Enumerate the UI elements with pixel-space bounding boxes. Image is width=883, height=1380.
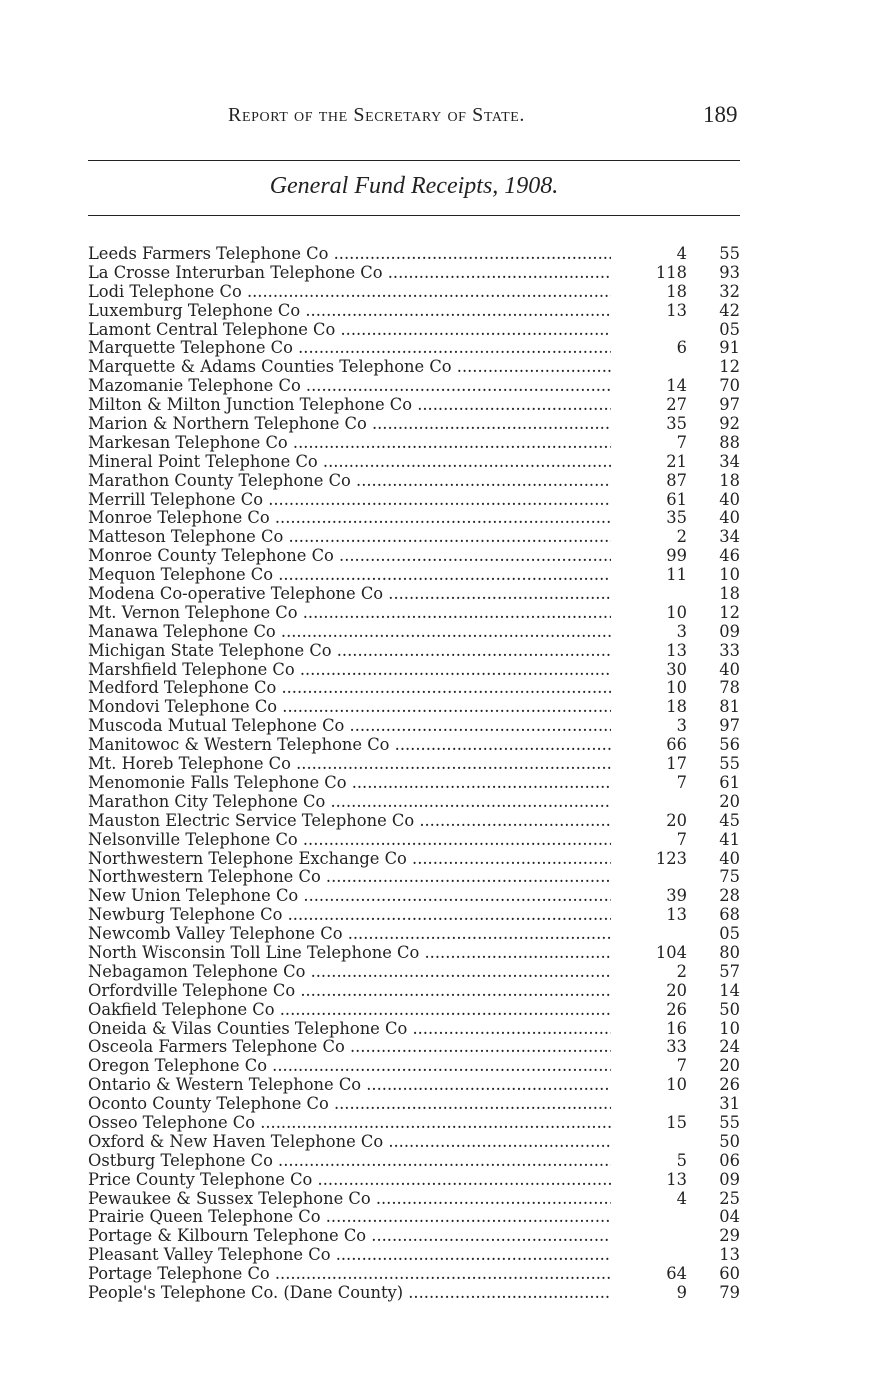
amount-cents: 34 bbox=[719, 451, 740, 471]
amount-dollars: 27 bbox=[666, 395, 687, 415]
table-row bbox=[88, 623, 740, 642]
amount-cents: 40 bbox=[719, 848, 740, 868]
company-name: Mequon Telephone Co ..... bbox=[88, 566, 611, 585]
amount-cents: 06 bbox=[719, 1150, 740, 1170]
company-name: Marathon City Telephone Co ..... bbox=[88, 793, 611, 812]
company-name: Mazomanie Telephone Co ..... bbox=[88, 377, 611, 396]
amount-cents: 41 bbox=[719, 829, 740, 849]
amount-dollars: 4 bbox=[676, 244, 687, 263]
table-row bbox=[88, 1001, 740, 1020]
company-name: Mt. Vernon Telephone Co ..... bbox=[88, 604, 611, 623]
company-name: Lamont Central Telephone Co ..... bbox=[88, 321, 611, 340]
amount-cents: 70 bbox=[719, 376, 740, 396]
company-name: Leeds Farmers Telephone Co ..... bbox=[88, 245, 611, 264]
amount-cents: 09 bbox=[719, 621, 740, 641]
company-name: Milton & Milton Junction Telephone Co ..... bbox=[88, 396, 611, 415]
amount-dollars: 13 bbox=[666, 640, 687, 660]
table-row bbox=[88, 679, 740, 698]
amount-cents: 33 bbox=[719, 640, 740, 660]
company-name: Ostburg Telephone Co ..... bbox=[88, 1152, 611, 1171]
receipts-table bbox=[88, 245, 740, 1303]
amount-dollars: 35 bbox=[666, 414, 687, 434]
company-name: Muscoda Mutual Telephone Co ..... bbox=[88, 717, 611, 736]
amount-cents: 40 bbox=[719, 489, 740, 509]
amount-cents: 88 bbox=[719, 432, 740, 452]
amount-cents: 34 bbox=[719, 527, 740, 547]
company-name: Price County Telephone Co ..... bbox=[88, 1171, 611, 1190]
amount-dollars: 104 bbox=[655, 942, 687, 962]
company-name: Prairie Queen Telephone Co ..... bbox=[88, 1208, 611, 1227]
table-row bbox=[88, 1133, 740, 1152]
company-name: Mineral Point Telephone Co ..... bbox=[88, 453, 611, 472]
table-row bbox=[88, 887, 740, 906]
table-row bbox=[88, 831, 740, 850]
company-name: New Union Telephone Co ..... bbox=[88, 887, 611, 906]
table-row bbox=[88, 1076, 740, 1095]
company-name: Oneida & Vilas Counties Telephone Co ..... bbox=[88, 1020, 611, 1039]
table-row bbox=[88, 396, 740, 415]
amount-dollars: 10 bbox=[666, 678, 687, 698]
amount-cents: 40 bbox=[719, 659, 740, 679]
top-rule bbox=[88, 160, 740, 161]
table-row bbox=[88, 302, 740, 321]
amount-cents: 09 bbox=[719, 1169, 740, 1189]
table-row bbox=[88, 1038, 740, 1057]
amount-dollars: 13 bbox=[666, 905, 687, 925]
title-rule bbox=[88, 215, 740, 216]
table-row bbox=[88, 283, 740, 302]
amount-cents: 42 bbox=[719, 300, 740, 320]
company-name: Manawa Telephone Co ..... bbox=[88, 623, 611, 642]
company-name: Portage & Kilbourn Telephone Co ..... bbox=[88, 1227, 611, 1246]
amount-dollars: 7 bbox=[676, 772, 687, 792]
amount-dollars: 123 bbox=[655, 848, 687, 868]
amount-cents: 25 bbox=[719, 1188, 740, 1208]
amount-dollars: 10 bbox=[666, 1075, 687, 1095]
table-row bbox=[88, 1227, 740, 1246]
table-row bbox=[88, 1190, 740, 1209]
amount-cents: 29 bbox=[719, 1226, 740, 1246]
amount-cents: 10 bbox=[719, 565, 740, 585]
company-name: Oconto County Telephone Co ..... bbox=[88, 1095, 611, 1114]
amount-cents: 12 bbox=[719, 357, 740, 377]
table-row bbox=[88, 434, 740, 453]
table-row bbox=[88, 1171, 740, 1190]
table-row bbox=[88, 377, 740, 396]
table-row bbox=[88, 1152, 740, 1171]
table-row bbox=[88, 321, 740, 340]
amount-dollars: 87 bbox=[666, 470, 687, 490]
amount-cents: 57 bbox=[719, 961, 740, 981]
amount-dollars: 20 bbox=[666, 810, 687, 830]
amount-cents: 32 bbox=[719, 281, 740, 301]
company-name: Matteson Telephone Co ..... bbox=[88, 528, 611, 547]
amount-cents: 45 bbox=[719, 810, 740, 830]
amount-cents: 26 bbox=[719, 1075, 740, 1095]
company-name: Portage Telephone Co ..... bbox=[88, 1265, 611, 1284]
amount-dollars: 99 bbox=[666, 546, 687, 566]
amount-cents: 18 bbox=[719, 584, 740, 604]
table-row bbox=[88, 245, 740, 264]
table-row bbox=[88, 774, 740, 793]
company-name: Northwestern Telephone Exchange Co ..... bbox=[88, 850, 611, 869]
amount-dollars: 66 bbox=[666, 735, 687, 755]
company-name: Ontario & Western Telephone Co ..... bbox=[88, 1076, 611, 1095]
company-name: Osceola Farmers Telephone Co ..... bbox=[88, 1038, 611, 1057]
amount-cents: 24 bbox=[719, 1037, 740, 1057]
company-name: Menomonie Falls Telephone Co ..... bbox=[88, 774, 611, 793]
amount-cents: 14 bbox=[719, 980, 740, 1000]
company-name: Northwestern Telephone Co ..... bbox=[88, 868, 611, 887]
company-name: Mt. Horeb Telephone Co ..... bbox=[88, 755, 611, 774]
company-name: Michigan State Telephone Co ..... bbox=[88, 642, 611, 661]
company-name: Merrill Telephone Co ..... bbox=[88, 491, 611, 510]
amount-cents: 97 bbox=[719, 395, 740, 415]
amount-cents: 20 bbox=[719, 1056, 740, 1076]
table-row bbox=[88, 358, 740, 377]
amount-dollars: 2 bbox=[676, 961, 687, 981]
table-row bbox=[88, 793, 740, 812]
section-title: General Fund Receipts, 1908. bbox=[269, 173, 559, 199]
amount-dollars: 9 bbox=[676, 1282, 687, 1302]
amount-dollars: 5 bbox=[676, 1150, 687, 1170]
company-name: North Wisconsin Toll Line Telephone Co ..... bbox=[88, 944, 611, 963]
company-name: Orfordville Telephone Co ..... bbox=[88, 982, 611, 1001]
amount-dollars: 7 bbox=[676, 432, 687, 452]
company-name: Mauston Electric Service Telephone Co ..... bbox=[88, 812, 611, 831]
amount-dollars: 17 bbox=[666, 754, 687, 774]
table-row bbox=[88, 1057, 740, 1076]
table-row bbox=[88, 1265, 740, 1284]
amount-dollars: 7 bbox=[676, 1056, 687, 1076]
company-name: Pleasant Valley Telephone Co ..... bbox=[88, 1246, 611, 1265]
amount-dollars: 11 bbox=[666, 565, 687, 585]
amount-cents: 60 bbox=[719, 1264, 740, 1284]
amount-cents: 31 bbox=[719, 1094, 740, 1114]
amount-dollars: 14 bbox=[666, 376, 687, 396]
amount-cents: 55 bbox=[719, 754, 740, 774]
company-name: Osseo Telephone Co ..... bbox=[88, 1114, 611, 1133]
amount-dollars: 33 bbox=[666, 1037, 687, 1057]
page-number: 189 bbox=[703, 102, 738, 127]
table-row bbox=[88, 528, 740, 547]
company-name: Pewaukee & Sussex Telephone Co ..... bbox=[88, 1190, 611, 1209]
amount-dollars: 18 bbox=[666, 281, 687, 301]
company-name: Marquette & Adams Counties Telephone Co ..... bbox=[88, 358, 611, 377]
company-name: La Crosse Interurban Telephone Co ..... bbox=[88, 264, 611, 283]
amount-cents: 97 bbox=[719, 716, 740, 736]
amount-cents: 93 bbox=[719, 262, 740, 282]
amount-cents: 75 bbox=[719, 867, 740, 887]
amount-cents: 18 bbox=[719, 470, 740, 490]
company-name: Monroe County Telephone Co ..... bbox=[88, 547, 611, 566]
table-row bbox=[88, 812, 740, 831]
table-row bbox=[88, 755, 740, 774]
table-row bbox=[88, 509, 740, 528]
amount-dollars: 26 bbox=[666, 999, 687, 1019]
amount-cents: 10 bbox=[719, 1018, 740, 1038]
company-name: Mondovi Telephone Co ..... bbox=[88, 698, 611, 717]
table-row bbox=[88, 868, 740, 887]
amount-cents: 46 bbox=[719, 546, 740, 566]
table-row bbox=[88, 717, 740, 736]
company-name: Markesan Telephone Co ..... bbox=[88, 434, 611, 453]
table-row bbox=[88, 944, 740, 963]
amount-dollars: 10 bbox=[666, 602, 687, 622]
amount-cents: 50 bbox=[719, 999, 740, 1019]
table-row bbox=[88, 1095, 740, 1114]
amount-dollars: 64 bbox=[666, 1264, 687, 1284]
amount-cents: 40 bbox=[719, 508, 740, 528]
amount-dollars: 3 bbox=[676, 716, 687, 736]
table-row bbox=[88, 566, 740, 585]
amount-cents: 20 bbox=[719, 791, 740, 811]
amount-cents: 91 bbox=[719, 338, 740, 358]
table-row bbox=[88, 547, 740, 566]
amount-cents: 80 bbox=[719, 942, 740, 962]
company-name: Marshfield Telephone Co ..... bbox=[88, 661, 611, 680]
amount-cents: 81 bbox=[719, 697, 740, 717]
company-name: Oxford & New Haven Telephone Co ..... bbox=[88, 1133, 611, 1152]
amount-cents: 68 bbox=[719, 905, 740, 925]
amount-dollars: 18 bbox=[666, 697, 687, 717]
table-row bbox=[88, 339, 740, 358]
company-name: Medford Telephone Co ..... bbox=[88, 679, 611, 698]
running-head: Report of the Secretary of State. bbox=[228, 104, 525, 126]
amount-dollars: 39 bbox=[666, 886, 687, 906]
amount-cents: 12 bbox=[719, 602, 740, 622]
company-name: Lodi Telephone Co ..... bbox=[88, 283, 611, 302]
table-row bbox=[88, 604, 740, 623]
amount-dollars: 61 bbox=[666, 489, 687, 509]
amount-dollars: 30 bbox=[666, 659, 687, 679]
amount-cents: 56 bbox=[719, 735, 740, 755]
table-row bbox=[88, 661, 740, 680]
table-row bbox=[88, 1246, 740, 1265]
amount-dollars: 35 bbox=[666, 508, 687, 528]
table-row bbox=[88, 1208, 740, 1227]
table-row bbox=[88, 925, 740, 944]
table-row bbox=[88, 491, 740, 510]
amount-dollars: 15 bbox=[666, 1112, 687, 1132]
amount-cents: 05 bbox=[719, 319, 740, 339]
table-row bbox=[88, 453, 740, 472]
amount-cents: 55 bbox=[719, 1112, 740, 1132]
company-name: Newburg Telephone Co ..... bbox=[88, 906, 611, 925]
table-row bbox=[88, 963, 740, 982]
amount-dollars: 21 bbox=[666, 451, 687, 471]
company-name: Nebagamon Telephone Co ..... bbox=[88, 963, 611, 982]
company-name: Marathon County Telephone Co ..... bbox=[88, 472, 611, 491]
table-row bbox=[88, 850, 740, 869]
company-name: Monroe Telephone Co ..... bbox=[88, 509, 611, 528]
table-row bbox=[88, 1020, 740, 1039]
amount-cents: 28 bbox=[719, 886, 740, 906]
table-row bbox=[88, 585, 740, 604]
amount-cents: 04 bbox=[719, 1207, 740, 1227]
amount-dollars: 16 bbox=[666, 1018, 687, 1038]
table-row bbox=[88, 472, 740, 491]
company-name: Marquette Telephone Co ..... bbox=[88, 339, 611, 358]
amount-cents: 55 bbox=[719, 244, 740, 263]
table-row bbox=[88, 264, 740, 283]
amount-dollars: 2 bbox=[676, 527, 687, 547]
amount-cents: 05 bbox=[719, 924, 740, 944]
company-name: Manitowoc & Western Telephone Co ..... bbox=[88, 736, 611, 755]
company-name: Oakfield Telephone Co ..... bbox=[88, 1001, 611, 1020]
amount-cents: 79 bbox=[719, 1282, 740, 1302]
amount-dollars: 13 bbox=[666, 1169, 687, 1189]
company-name: Modena Co-operative Telephone Co ..... bbox=[88, 585, 611, 604]
table-row bbox=[88, 1284, 740, 1303]
company-name: Marion & Northern Telephone Co ..... bbox=[88, 415, 611, 434]
amount-cents: 78 bbox=[719, 678, 740, 698]
amount-dollars: 4 bbox=[676, 1188, 687, 1208]
amount-cents: 13 bbox=[719, 1245, 740, 1265]
table-row bbox=[88, 415, 740, 434]
amount-dollars: 13 bbox=[666, 300, 687, 320]
company-name: Oregon Telephone Co ..... bbox=[88, 1057, 611, 1076]
table-row bbox=[88, 982, 740, 1001]
table-row bbox=[88, 736, 740, 755]
amount-dollars: 7 bbox=[676, 829, 687, 849]
amount-cents: 50 bbox=[719, 1131, 740, 1151]
company-name: Newcomb Valley Telephone Co ..... bbox=[88, 925, 611, 944]
amount-dollars: 3 bbox=[676, 621, 687, 641]
amount-cents: 61 bbox=[719, 772, 740, 792]
amount-dollars: 20 bbox=[666, 980, 687, 1000]
table-row bbox=[88, 1114, 740, 1133]
table-row bbox=[88, 698, 740, 717]
company-name: Nelsonville Telephone Co ..... bbox=[88, 831, 611, 850]
table-row bbox=[88, 642, 740, 661]
amount-dollars: 6 bbox=[676, 338, 687, 358]
amount-cents: 92 bbox=[719, 414, 740, 434]
table-row bbox=[88, 906, 740, 925]
amount-dollars: 118 bbox=[655, 262, 687, 282]
company-name: People's Telephone Co. (Dane County) ..... bbox=[88, 1284, 611, 1303]
company-name: Luxemburg Telephone Co ..... bbox=[88, 302, 611, 321]
